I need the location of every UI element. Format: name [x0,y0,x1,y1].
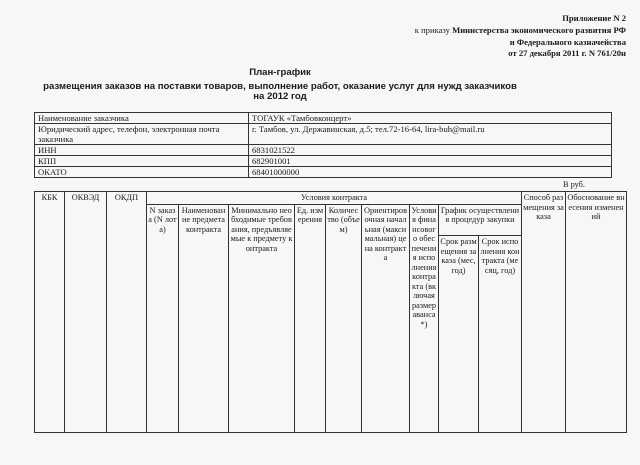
header-reason: Обоснование внесения изменений [566,192,627,433]
page-subtitle-year: на 2012 год [253,91,307,102]
info-label: Наименование заказчика [35,113,249,124]
info-label: КПП [35,156,249,167]
plan-table [34,191,627,433]
customer-address-row [35,124,612,145]
info-value: ТОГАУК «Тамбовконцерт» [249,113,612,124]
header-min-requirements: Минимально необходимые требования, предъявляемые к предмету контракта [229,204,295,433]
customer-kpp-row [35,156,612,167]
info-label: ИНН [35,145,249,156]
units-note: В руб. [563,180,585,189]
appendix-date-line: от 27 декабря 2011 г. N 761/20н [508,48,626,58]
customer-okato-row [35,167,612,178]
header-finance-terms: Условия финансового обеспечения исполнения контракта (включая размер аванса*) [410,204,439,433]
appendix-order-line: к приказу Министерства экономического развития РФ [414,25,626,35]
customer-name-row [35,113,612,124]
info-value: 6831021522 [249,145,612,156]
customer-info-table [34,112,612,178]
info-label: Юридический адрес, телефон, электронная почта заказчика [35,124,249,145]
header-subject-name: Наименование предмета контракта [179,204,229,433]
header-execution-date: Срок исполнения контракта (месяц, год) [479,236,522,433]
page-title: План-график [249,67,311,78]
header-okved: ОКВЭД [65,192,107,433]
appendix-treasury-line: и Федерального казначейства [509,37,626,47]
header-schedule: График осуществления процедур закупки [439,204,522,236]
header-okdp: ОКДП [107,192,147,433]
header-quantity: Количество (объем) [326,204,362,433]
header-kbk: КБК [35,192,65,433]
customer-inn-row [35,145,612,156]
header-order-number: N заказа (N лота) [147,204,179,433]
info-value: г. Тамбов, ул. Державинская, д.5; тел.72-16-64, lira-buh@mail.ru [249,124,612,145]
header-method: Способ размещения заказа [522,192,566,433]
page-subtitle: размещения заказов на поставки товаров, выполнение работ, оказание услуг для нужд заказчиков [43,81,517,92]
info-value: 682901001 [249,156,612,167]
header-unit: Ед. измерения [295,204,326,433]
info-label: ОКАТО [35,167,249,178]
appendix-title: Приложение N 2 [562,13,626,23]
info-value: 68401000000 [249,167,612,178]
header-contract-terms: Условия контракта [147,192,522,205]
header-placement-date: Срок размещения заказа (мес, год) [439,236,479,433]
header-price: Ориентировочная начальная (максимальная) цена контракта [362,204,410,433]
